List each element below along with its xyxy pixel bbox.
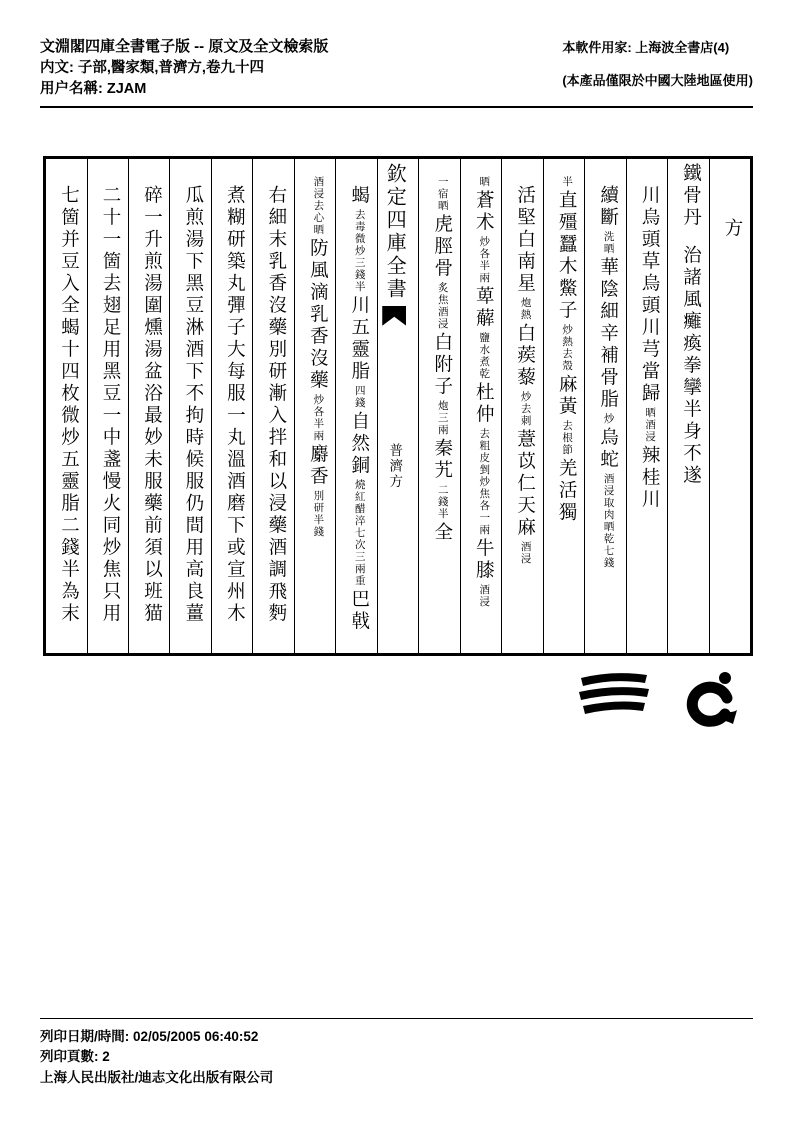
annotation-text: 酒浸取肉晒乾七錢 (602, 472, 614, 569)
book-columns (46, 159, 750, 653)
column-text: 直殭蠶 (556, 189, 577, 256)
annotation-text: 炙焦酒浸 (436, 281, 448, 330)
header-divider (40, 106, 753, 108)
user-name-line: 用户名稱: ZJAM (40, 80, 147, 97)
text-column (46, 159, 86, 653)
text-column (335, 159, 376, 653)
annotation-text: 炒各半兩 (312, 393, 324, 442)
column-text: 自然銅 (348, 410, 369, 477)
annotation-text: 炮三兩 (436, 399, 448, 436)
column-text: 草烏頭 (639, 250, 660, 317)
column-text: 牛膝 (473, 537, 494, 582)
annotation-text: 四錢 (353, 384, 365, 409)
publisher-swirl-icon (681, 670, 739, 732)
column-text: 巴戟 (348, 588, 369, 633)
book-page-frame (43, 156, 753, 656)
column-text: 治諸風癱瘓拳攣半身不遂 (680, 244, 701, 487)
column-text: 滴乳香 (307, 281, 328, 348)
column-text: 虎脛骨 (431, 213, 452, 280)
header-left-block (40, 36, 328, 100)
column-text: 川五靈脂 (348, 294, 369, 383)
annotation-text: 去毒微炒三錢半 (353, 208, 365, 293)
text-column (252, 159, 293, 653)
text-column (667, 159, 708, 653)
annotation-text: 晒 (478, 175, 490, 188)
annotation-text: 晒酒浸 (644, 406, 656, 443)
page-header (40, 36, 753, 100)
annotation-text: 酒浸 (478, 583, 490, 608)
column-text: 沒藥 (307, 347, 328, 392)
text-column (418, 159, 459, 653)
column-text: 川 (639, 488, 660, 511)
column-text: 蝎 (348, 184, 369, 207)
publisher-books-icon (575, 670, 653, 716)
column-text: 麝香 (307, 443, 328, 488)
text-column (543, 159, 584, 653)
licensee-line: 本軟件用家: 上海波全書店(4) (562, 40, 730, 55)
text-column (128, 159, 169, 653)
column-text: 當歸 (639, 360, 660, 405)
annotation-text: 半 (561, 175, 573, 188)
column-text: 補骨脂 (597, 344, 618, 411)
annotation-text: 二錢半 (436, 483, 448, 520)
annotation-text: 炒各半兩 (478, 235, 490, 284)
publisher-line: 上海人民出版社/迪志文化出版有限公司 (40, 1069, 274, 1085)
column-text: 白蒺藜 (514, 322, 535, 389)
column-text: 蒼术 (473, 189, 494, 234)
text-column (87, 159, 128, 653)
page-footer (40, 1018, 753, 1088)
column-text: 堅白南星 (514, 206, 535, 295)
center-column (377, 159, 418, 653)
column-text: 瓜煎湯下黑豆淋酒下不拘時候服仍間用高良薑 (182, 184, 203, 625)
text-column (584, 159, 625, 653)
publisher-logos (40, 670, 753, 732)
column-text: 防風 (307, 237, 328, 282)
header-right-block (562, 36, 753, 90)
annotation-text: 洗晒 (602, 230, 614, 255)
column-text: 續斷 (597, 184, 618, 229)
column-text: 薏苡仁 (514, 428, 535, 495)
annotation-text: 炒 (602, 412, 614, 425)
column-text: 二十一箇去翅足用黑豆一中盞慢火同炒焦只用 (99, 184, 120, 625)
annotation-text: 酒浸去心晒 (312, 175, 324, 236)
column-text: 秦艽 (431, 437, 452, 482)
column-text: 全 (431, 521, 452, 544)
column-text: 麻黃 (556, 373, 577, 418)
column-text: 方 (722, 217, 742, 240)
text-column (460, 159, 501, 653)
column-text: 華陰細辛 (597, 256, 618, 345)
annotation-text: 酒浸 (519, 540, 531, 565)
column-text: 活 (514, 184, 535, 207)
column-text: 鐵骨丹 (680, 162, 701, 229)
column-text: 杜仲 (473, 381, 494, 426)
column-text: 天麻 (514, 494, 535, 539)
column-text: 獨 (556, 501, 577, 524)
annotation-text: 去根節 (561, 419, 573, 456)
app-title: 文淵閣四庫全書電子版 -- 原文及全文檢索版 (40, 38, 329, 55)
content-breadcrumb: 内文: 子部,醫家類,普濟方,卷九十四 (40, 59, 264, 76)
annotation-text: 鹽水煮乾 (478, 331, 490, 380)
column-text: 烏蛇 (597, 426, 618, 471)
column-text: 羌活 (556, 457, 577, 502)
column-text: 白附子 (431, 331, 452, 398)
print-datetime: 列印日期/時間: 02/05/2005 06:40:52 (40, 1029, 259, 1044)
footer-divider (40, 1018, 753, 1019)
annotation-text: 一宿晒 (436, 175, 448, 212)
column-text: 碎一升煎湯圍燻湯盆浴最妙未服藥前須以班猫 (141, 184, 162, 625)
annotation-text: 去粗皮剉炒焦各一兩 (478, 427, 490, 536)
series-title: 欽定四庫全書 (383, 162, 406, 301)
book-title: 普濟方 (387, 442, 403, 490)
column-text: 萆薢 (473, 285, 494, 330)
column-text: 七箇并豆入全蝎十四枚微炒五靈脂二錢半為末 (58, 184, 79, 625)
text-column (626, 159, 667, 653)
text-column (294, 159, 335, 653)
text-column (211, 159, 252, 653)
annotation-text: 炒熱去殼 (561, 323, 573, 372)
annotation-text: 炮熱 (519, 296, 531, 321)
text-column (169, 159, 210, 653)
text-column (501, 159, 542, 653)
restriction-line: (本產品僅限於中國大陸地區使用) (562, 72, 753, 88)
annotation-text: 炒去刺 (519, 390, 531, 427)
fishtail-mark-icon (382, 306, 406, 326)
text-column (709, 159, 750, 653)
column-text: 川烏頭 (639, 184, 660, 251)
column-text: 煮糊研築丸彈子大每服一丸溫酒磨下或宣州木 (224, 184, 245, 625)
column-text: 川芎 (639, 316, 660, 361)
column-text: 木鱉子 (556, 255, 577, 322)
print-page-count: 列印頁數: 2 (40, 1049, 110, 1065)
annotation-text: 燒紅醋淬七次三兩重 (353, 478, 365, 587)
column-text: 右細末乳香沒藥別研漸入拌和以浸藥酒調飛麪 (265, 184, 286, 625)
annotation-text: 別研半錢 (312, 489, 324, 538)
column-text: 辣桂 (639, 444, 660, 489)
